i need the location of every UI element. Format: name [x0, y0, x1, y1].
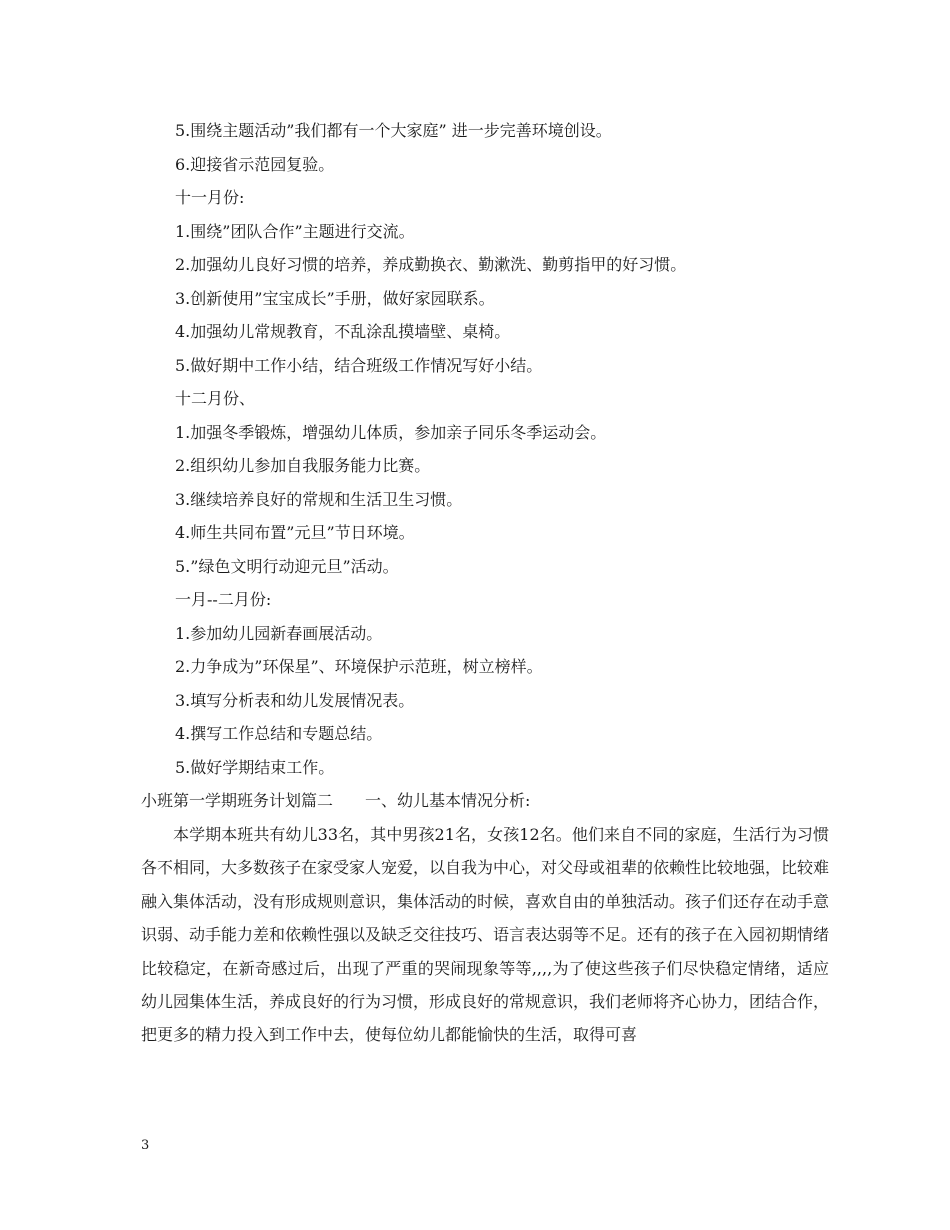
section-heading: 小班第一学期班务计划篇二 一、幼儿基本情况分析:	[141, 791, 531, 810]
text-line: 4.撰写工作总结和专题总结。	[175, 724, 383, 743]
text-line: 2.加强幼儿良好习惯的培养，养成勤换衣、勤漱洗、勤剪指甲的好习惯。	[175, 255, 687, 274]
text-line: 5.围绕主题活动”我们都有一个大家庭” 进一步完善环境创设。	[175, 121, 612, 140]
text-line: 1.围绕”团队合作”主题进行交流。	[175, 222, 415, 241]
text-line: 6.迎接省示范园复验。	[175, 155, 335, 174]
text-line: 5.做好学期结束工作。	[175, 758, 335, 777]
text-line: 3.创新使用”宝宝成长”手册，做好家园联系。	[175, 289, 495, 308]
text-line: 十二月份、	[175, 389, 256, 408]
text-line: 3.填写分析表和幼儿发展情况表。	[175, 691, 415, 710]
text-line: 1.加强冬季锻炼，增强幼儿体质，参加亲子同乐冬季运动会。	[175, 423, 607, 442]
text-line: 1.参加幼儿园新春画展活动。	[175, 624, 383, 643]
text-line: 4.师生共同布置”元旦”节日环境。	[175, 523, 415, 542]
text-line: 一月--二月份:	[175, 590, 272, 609]
text-line: 十一月份:	[175, 188, 245, 207]
text-line: 3.继续培养良好的常规和生活卫生习惯。	[175, 490, 463, 509]
text-line: 4.加强幼儿常规教育，不乱涂乱摸墙壁、桌椅。	[175, 322, 511, 341]
page-number: 3	[141, 1138, 150, 1153]
body-paragraph: 本学期本班共有幼儿33名，其中男孩21名，女孩12名。他们来自不同的家庭，生活行为习惯各不相同，大多数孩子在家受家人宠爱，以自我为中心，对父母或祖辈的依赖性比较地强，比较难融入集体活动，没有形成规则意识，集体活动的时候，喜欢自由的单独活动。孩子们还存在动手意识弱、动手能力差和依赖性强以及缺乏交往技巧、语言表达弱等不足。还有的孩子在入园初期情绪比较稳定，在新奇感过后，出现了严重的哭闹现象等等,,,,为了使这些孩子们尽快稳定情绪，适应幼儿园集体生活，养成良好的行为习惯，形成良好的常规意识，我们老师将齐心协力，团结合作，把更多的精力投入到工作中去，使每位幼儿都能愉快的生活，取得可喜	[141, 825, 830, 1045]
text-line: 5.做好期中工作小结，结合班级工作情况写好小结。	[175, 356, 543, 375]
text-line: 2.组织幼儿参加自我服务能力比赛。	[175, 456, 431, 475]
text-line: 5.”绿色文明行动迎元旦”活动。	[175, 557, 399, 576]
text-line: 2.力争成为”环保星”、环境保护示范班，树立榜样。	[175, 657, 543, 676]
